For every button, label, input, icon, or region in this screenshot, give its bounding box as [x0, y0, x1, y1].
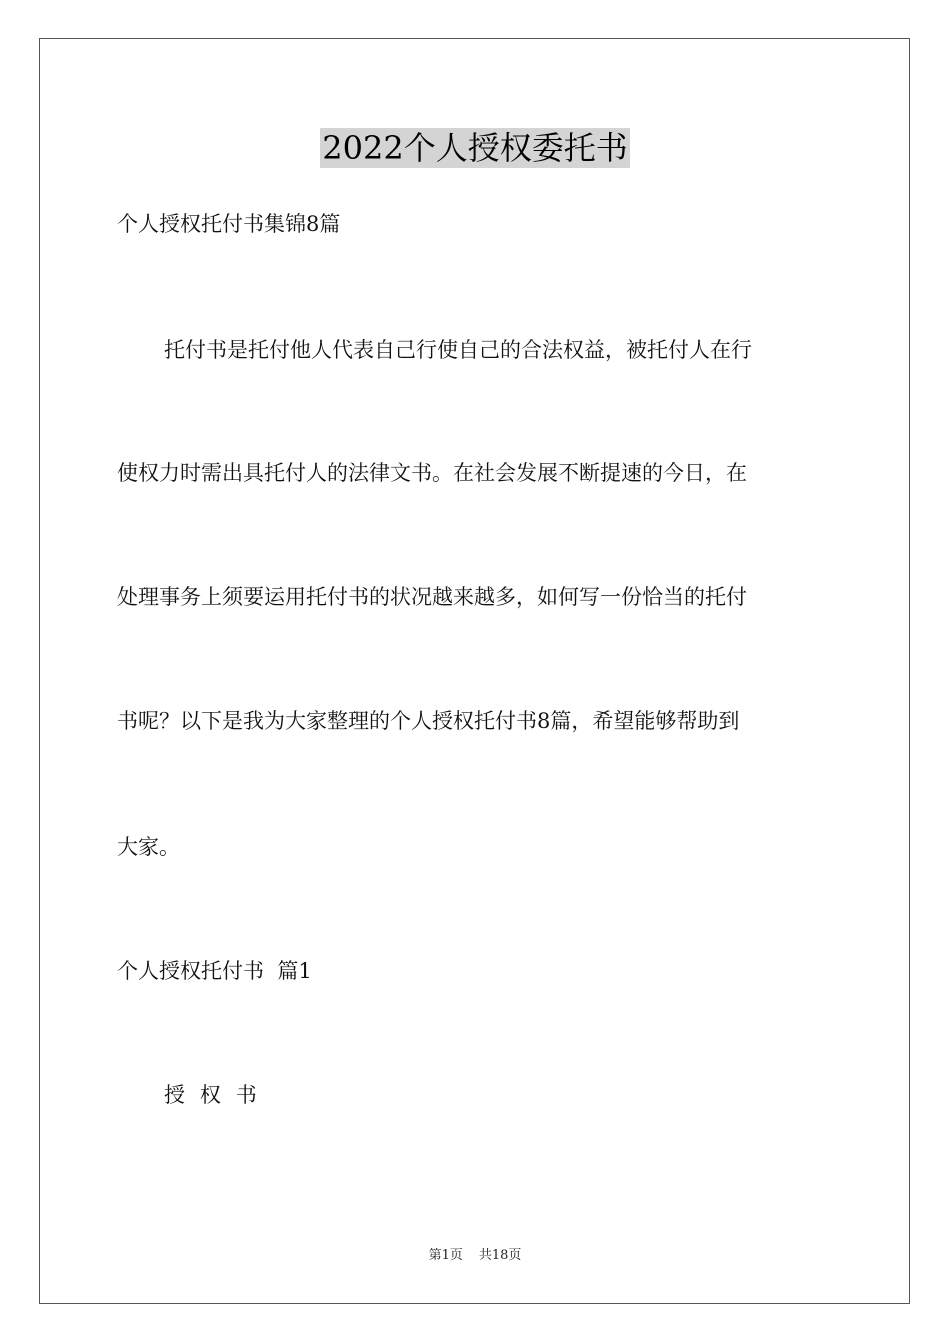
intro-line-5: 大家。: [117, 835, 180, 859]
document-title: 2022个人授权委托书: [322, 129, 628, 167]
intro-line-1: 托付书是托付他人代表自己行使自己的合法权益，被托付人在行: [164, 338, 752, 362]
page-total: 共18页: [478, 1248, 522, 1263]
section-heading: 个人授权托付书 篇1: [117, 959, 312, 983]
intro-line-3: 处理事务上须要运用托付书的状况越来越多，如何写一份恰当的托付: [117, 585, 747, 609]
document-subtitle: 个人授权托付书集锦8篇: [117, 212, 341, 236]
page-footer: [0, 1247, 950, 1265]
intro-line-2: 使权力时需出具托付人的法律文书。在社会发展不断提速的今日，在: [117, 461, 747, 485]
page-number: 第1页: [428, 1248, 463, 1263]
letter-heading: 授 权 书: [164, 1083, 258, 1107]
title-container: [0, 128, 950, 168]
intro-line-4: 书呢？以下是我为大家整理的个人授权托付书8篇，希望能够帮助到: [117, 709, 740, 733]
